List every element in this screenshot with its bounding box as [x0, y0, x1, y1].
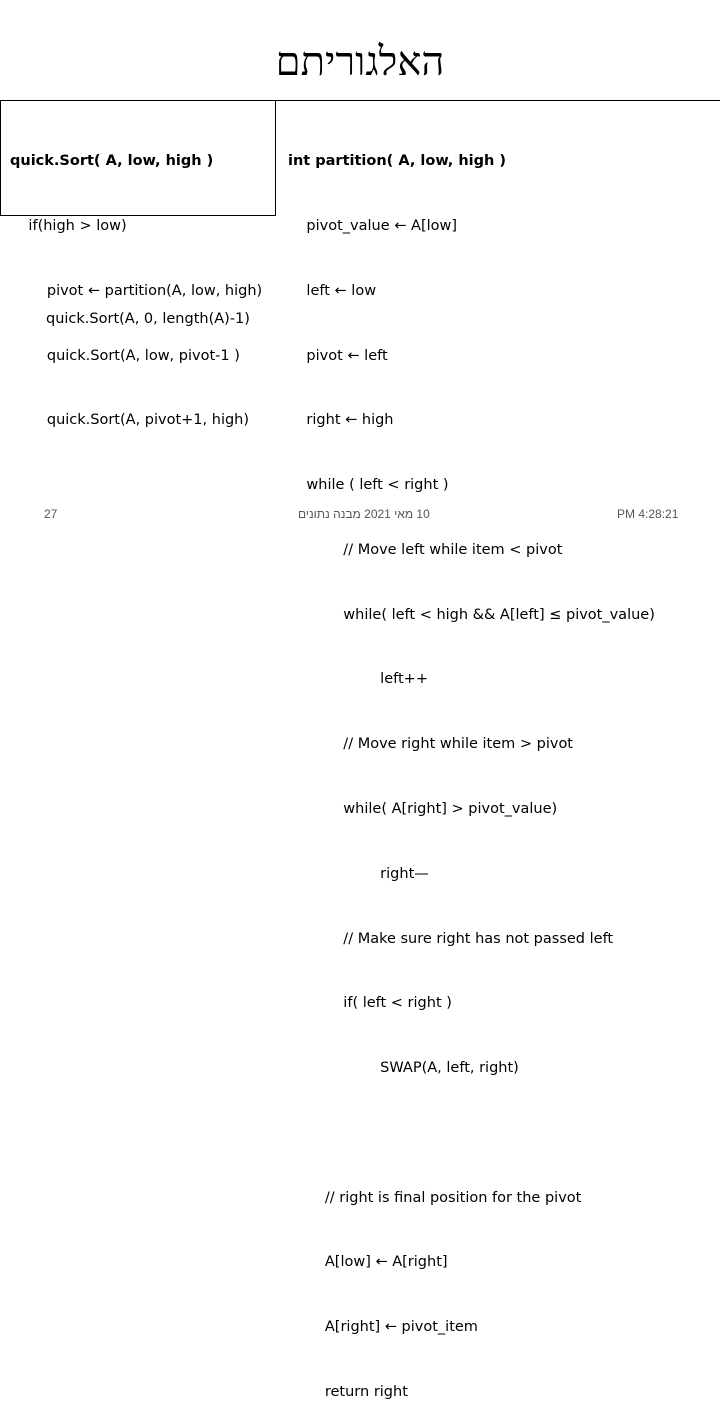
quicksort-signature: quick.Sort( A, low, high ) [10, 153, 214, 170]
slide-title: האלגוריתם [275, 39, 445, 85]
code-comment: // right is final position for the pivot [288, 1189, 582, 1206]
code-comment: // Move left while item < pivot [288, 541, 563, 558]
code-line: return right [288, 1384, 408, 1401]
quicksort-code [10, 108, 262, 454]
code-line: right ← high [288, 412, 394, 429]
code-line: pivot ← left [288, 347, 388, 364]
code-line: SWAP(A, left, right) [288, 1060, 519, 1077]
code-line: if(high > low) [10, 217, 127, 234]
code-line: quick.Sort(A, low, pivot-1 ) [10, 347, 240, 364]
code-line: A[right] ← pivot_item [288, 1319, 478, 1336]
footer-time: PM 4:28:21 [617, 507, 679, 521]
code-line: pivot ← partition(A, low, high) [10, 282, 263, 299]
code-line: if( left < right ) [288, 995, 452, 1012]
partition-code [288, 108, 655, 1425]
code-line: right— [288, 865, 429, 882]
code-line: left ← low [288, 282, 377, 299]
code-line: pivot_value ← A[low] [288, 217, 458, 234]
code-blank-line [288, 1123, 655, 1145]
code-line: while ( left < right ) [288, 477, 449, 494]
main-call: quick.Sort(A, 0, length(A)-1) [46, 311, 250, 327]
code-comment: // Make sure right has not passed left [288, 930, 614, 947]
code-line: A[low] ← A[right] [288, 1254, 448, 1271]
code-comment: // Move right while item > pivot [288, 736, 573, 753]
code-line: while( A[right] > pivot_value) [288, 801, 558, 817]
code-line: left++ [288, 671, 428, 688]
partition-box-border [276, 100, 720, 101]
code-line: while( left < high && A[left] ≤ pivot_value) [288, 606, 655, 623]
code-line: quick.Sort(A, pivot+1, high) [10, 412, 250, 429]
partition-signature: int partition( A, low, high ) [288, 153, 507, 170]
slide-number: 27 [44, 507, 58, 521]
footer-date: 10 מאי 2021 מבנה נתונים [298, 507, 430, 521]
